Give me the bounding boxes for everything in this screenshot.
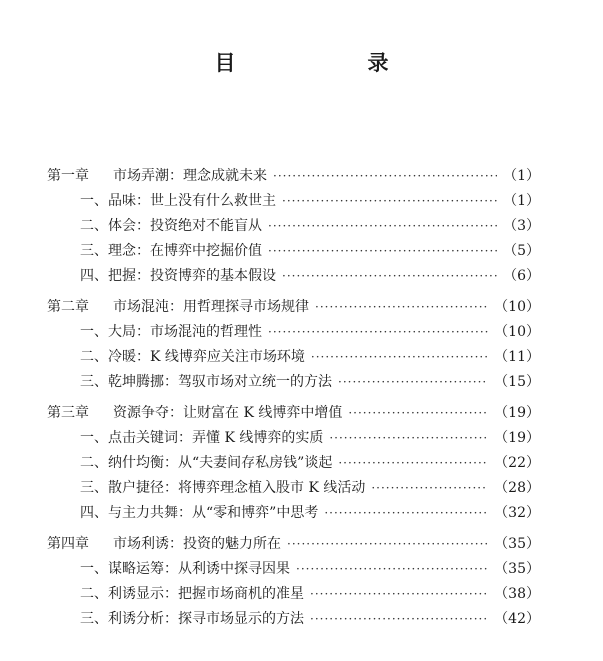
dot-leader xyxy=(268,214,497,239)
section-page-number: （10） xyxy=(494,324,540,340)
toc-section-row[interactable] xyxy=(47,476,540,501)
dot-leader xyxy=(371,476,488,501)
section-title: 一、品味：世上没有什么救世主 xyxy=(80,193,276,209)
chapter-title: 市场弄潮：理念成就未来 xyxy=(113,168,267,184)
section-title: 四、与主力共舞：从“零和博弈”中思考 xyxy=(80,505,319,521)
toc-section-row[interactable] xyxy=(47,189,540,214)
section-title: 一、大局：市场混沌的哲理性 xyxy=(80,324,262,340)
chapter-number: 第二章 xyxy=(47,299,89,315)
section-title: 二、纳什均衡：从“夫妻间存私房钱”谈起 xyxy=(80,455,333,471)
section-title: 一、谋略运筹：从利诱中探寻因果 xyxy=(80,561,290,577)
section-page-number: （5） xyxy=(503,243,540,259)
dot-leader xyxy=(282,189,497,214)
section-title: 三、散户捷径：将博弈理念植入股市 K 线活动 xyxy=(80,480,366,496)
dot-leader xyxy=(273,164,497,189)
chapter-title: 资源争夺：让财富在 K 线博弈中增值 xyxy=(113,405,343,421)
chapter-page-number: （10） xyxy=(494,299,540,315)
section-title: 四、把握：投资博弈的基本假设 xyxy=(80,268,276,284)
toc-section-row[interactable] xyxy=(47,607,540,632)
section-page-number: （15） xyxy=(494,374,540,390)
toc-section-row[interactable] xyxy=(47,370,540,395)
toc-section-row[interactable] xyxy=(47,501,540,526)
toc-chapter xyxy=(47,401,540,526)
toc-section-row[interactable] xyxy=(47,320,540,345)
section-page-number: （1） xyxy=(503,193,540,209)
dot-leader xyxy=(268,320,488,345)
section-page-number: （19） xyxy=(494,430,540,446)
section-page-number: （32） xyxy=(494,505,540,521)
section-title: 三、利诱分析：探寻市场显示的方法 xyxy=(80,611,304,627)
toc-section-row[interactable] xyxy=(47,582,540,607)
toc-section-row[interactable] xyxy=(47,214,540,239)
toc-section-row[interactable] xyxy=(47,557,540,582)
chapter-page-number: （1） xyxy=(503,168,540,184)
section-page-number: （3） xyxy=(503,218,540,234)
section-page-number: （28） xyxy=(494,480,540,496)
dot-leader xyxy=(348,401,488,426)
toc-chapter-row[interactable] xyxy=(47,401,540,426)
chapter-page-number: （19） xyxy=(494,405,540,421)
section-page-number: （42） xyxy=(494,611,540,627)
toc-chapter-row[interactable] xyxy=(47,532,540,557)
section-page-number: （38） xyxy=(494,586,540,602)
dot-leader xyxy=(282,264,497,289)
toc-section-row[interactable] xyxy=(47,264,540,289)
toc-chapter xyxy=(47,532,540,632)
toc-section-row[interactable] xyxy=(47,345,540,370)
section-title: 二、体会：投资绝对不能盲从 xyxy=(80,218,262,234)
toc-chapter xyxy=(47,295,540,395)
dot-leader xyxy=(329,426,488,451)
toc-chapter-row[interactable] xyxy=(47,164,540,189)
section-page-number: （22） xyxy=(494,455,540,471)
toc-section-row[interactable] xyxy=(47,426,540,451)
dot-leader xyxy=(268,239,497,264)
dot-leader xyxy=(338,370,488,395)
section-page-number: （6） xyxy=(503,268,540,284)
dot-leader xyxy=(310,582,488,607)
dot-leader xyxy=(287,532,488,557)
chapter-number: 第一章 xyxy=(47,168,89,184)
section-title: 三、乾坤腾挪：驾驭市场对立统一的方法 xyxy=(80,374,332,390)
dot-leader xyxy=(315,295,488,320)
section-title: 二、利诱显示：把握市场商机的准星 xyxy=(80,586,304,602)
dot-leader xyxy=(296,557,488,582)
section-page-number: （35） xyxy=(494,561,540,577)
dot-leader xyxy=(310,607,488,632)
dot-leader xyxy=(324,501,488,526)
toc-chapter-row[interactable] xyxy=(47,295,540,320)
chapter-title: 市场混沌：用哲理探寻市场规律 xyxy=(113,299,309,315)
chapter-number: 第三章 xyxy=(47,405,89,421)
section-page-number: （11） xyxy=(494,349,540,365)
toc-section-row[interactable] xyxy=(47,451,540,476)
chapter-page-number: （35） xyxy=(494,536,540,552)
section-title: 三、理念：在博弈中挖掘价值 xyxy=(80,243,262,259)
table-of-contents xyxy=(47,164,540,632)
section-title: 一、点击关键词：弄懂 K 线博弈的实质 xyxy=(80,430,324,446)
dot-leader xyxy=(311,345,488,370)
section-title: 二、冷暖：K 线博弈应关注市场环境 xyxy=(80,349,305,365)
toc-section-row[interactable] xyxy=(47,239,540,264)
toc-chapter xyxy=(47,164,540,289)
chapter-title: 市场利诱：投资的魅力所在 xyxy=(113,536,281,552)
dot-leader xyxy=(338,451,488,476)
chapter-number: 第四章 xyxy=(47,536,89,552)
page-title: 目 录 xyxy=(214,50,419,75)
